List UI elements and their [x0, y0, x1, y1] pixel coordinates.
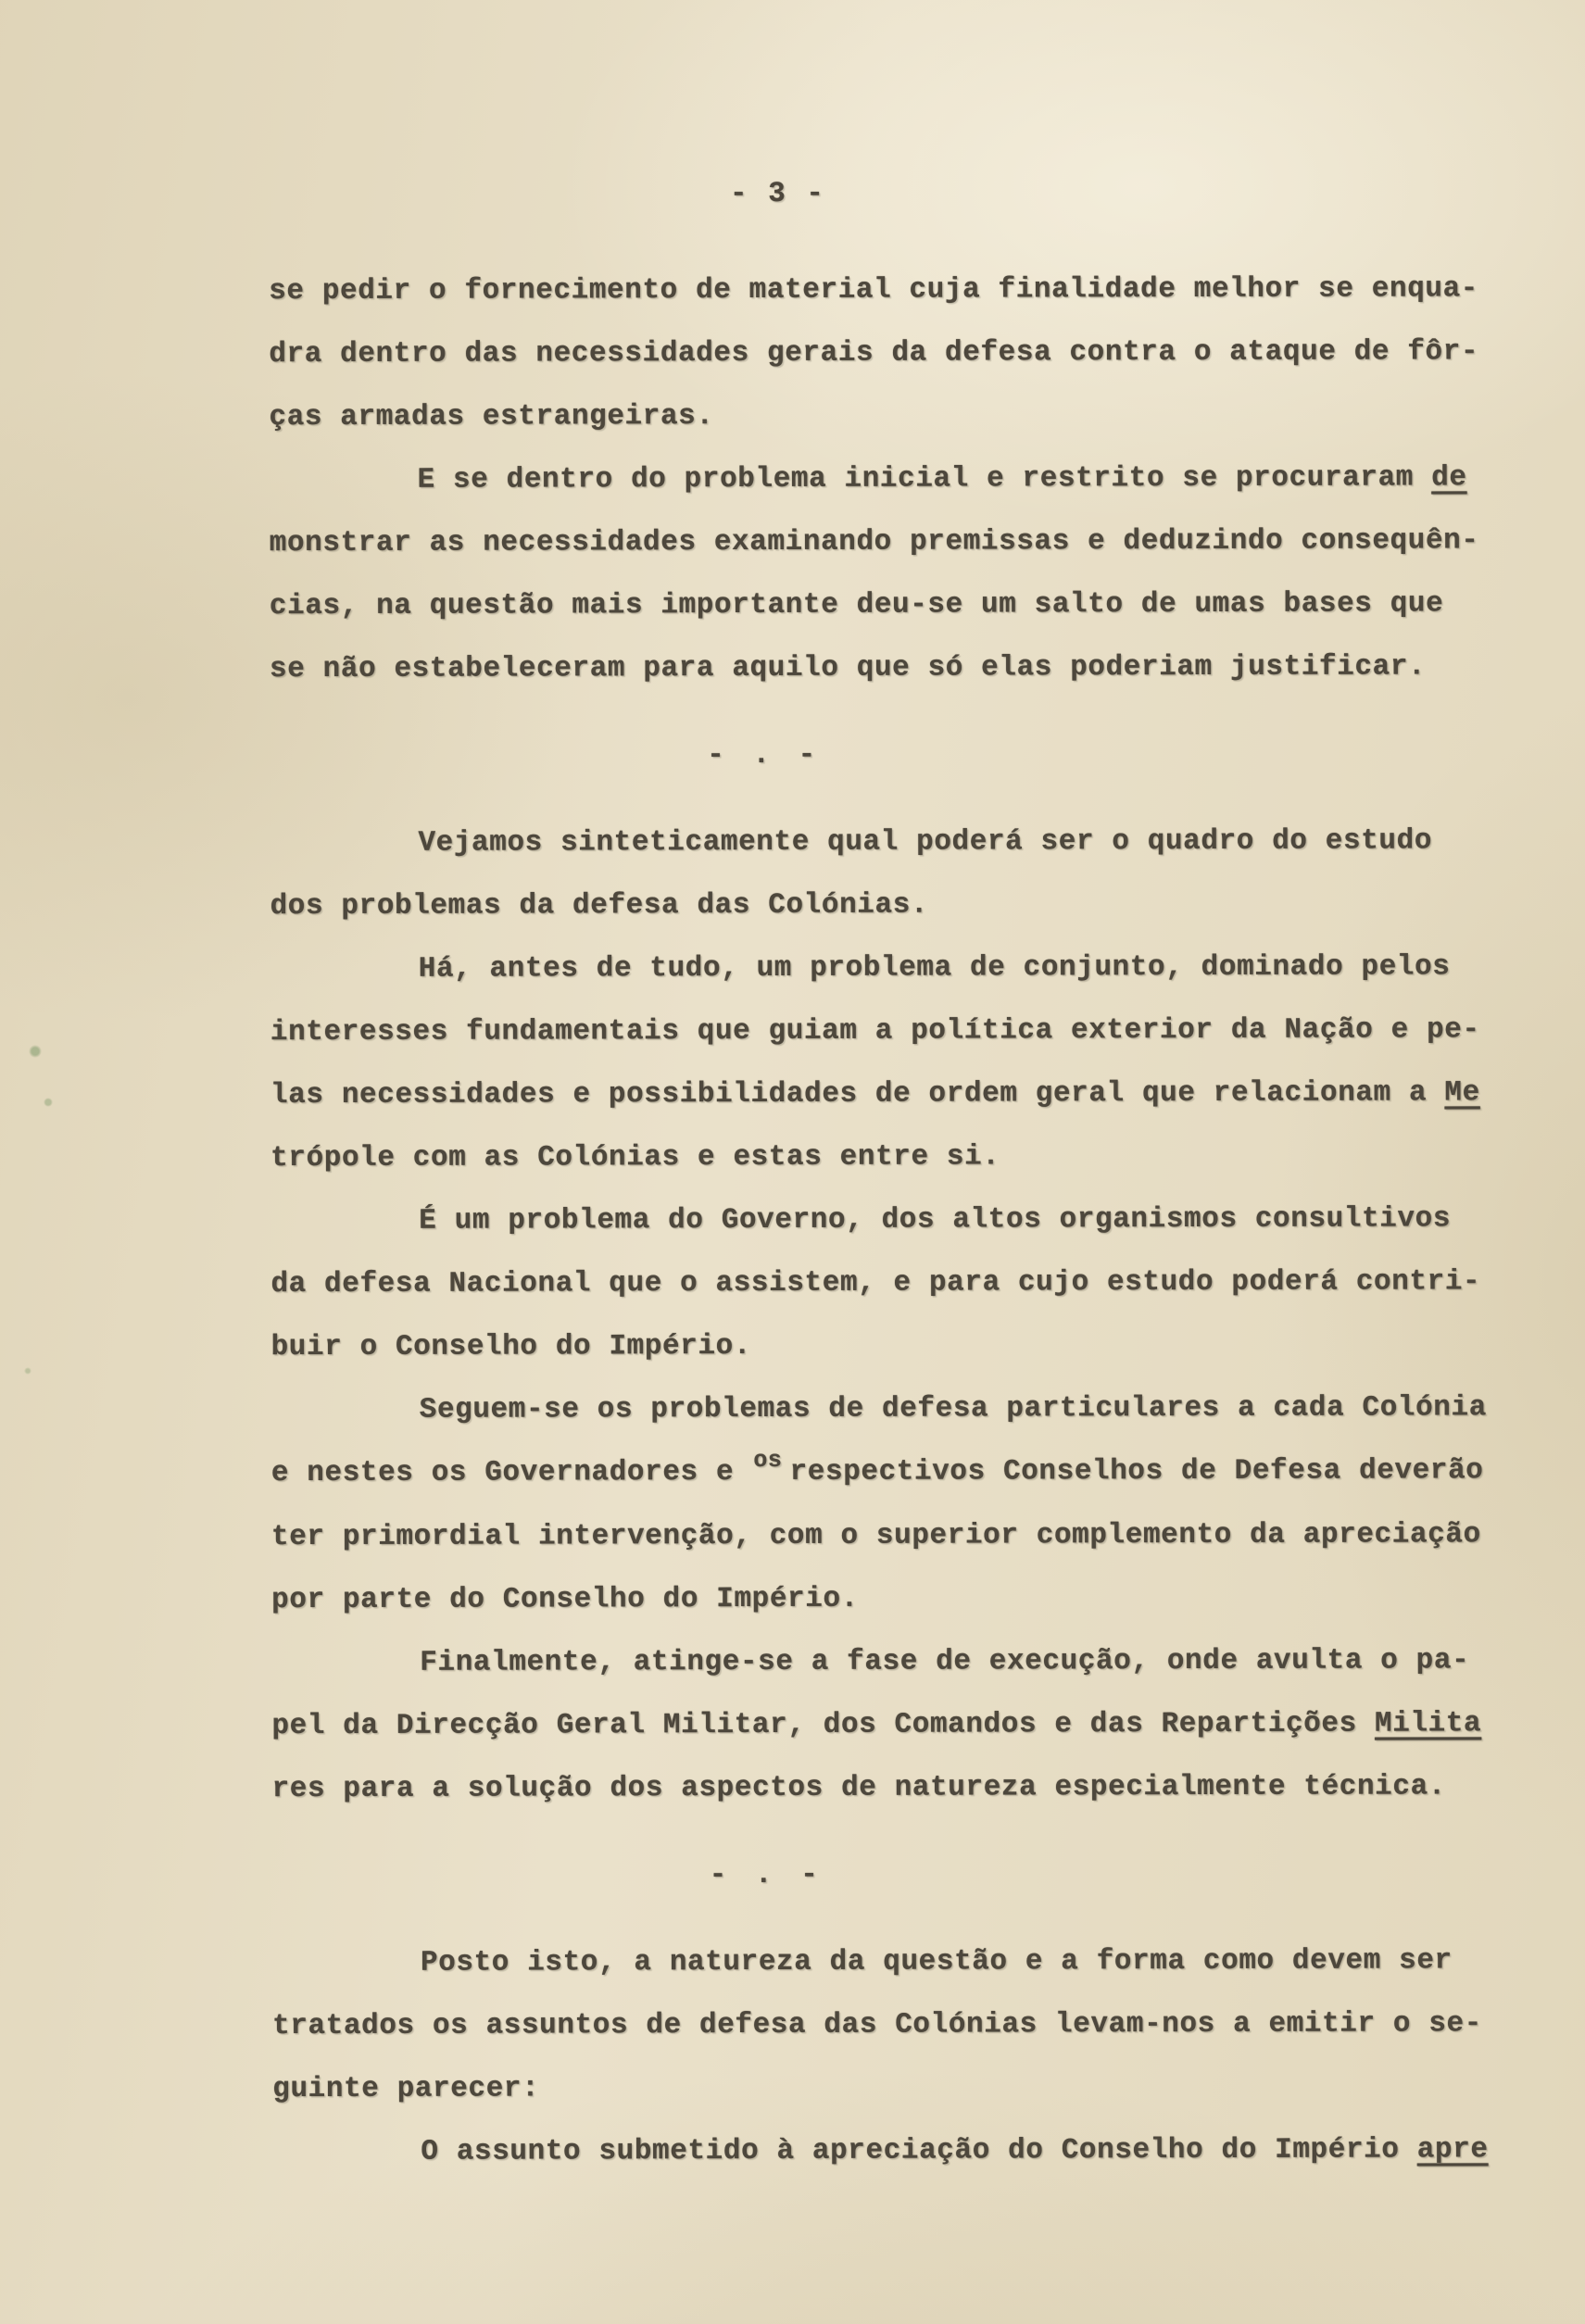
text-segment: apre: [1416, 2133, 1489, 2167]
page-number: - 3 -: [729, 177, 826, 211]
text-line: [272, 1929, 1518, 1995]
text-segment: E se dentro do problema inicial e restrito se procuraram: [417, 461, 1432, 496]
text-segment: buir o Conselho do Império.: [270, 1330, 752, 1364]
text-line: [270, 999, 1516, 1064]
text-segment: Vejamos sinteticamente qual poderá ser o quadro do estudo: [418, 824, 1433, 860]
text-segment: las necessidades e possibilidades de ordem geral que relacionam a: [270, 1076, 1445, 1112]
text-segment: dos problemas da defesa das Colónias.: [270, 888, 929, 923]
text-line: [271, 1503, 1517, 1569]
text-segment: Milita: [1374, 1707, 1482, 1740]
text-line: [270, 873, 1516, 938]
text-line: [269, 383, 1515, 449]
text-line: [271, 1692, 1517, 1758]
text-segment: Seguem-se os problemas de defesa particulares a cada Colónia: [419, 1391, 1487, 1426]
text-line: [271, 1566, 1517, 1632]
text-line: [270, 635, 1516, 701]
text-segment: guinte parecer:: [272, 2072, 540, 2106]
text-line: [269, 320, 1515, 386]
text-line: [270, 572, 1516, 638]
text-segment: respectivos Conselhos de Defesa deverão: [789, 1454, 1484, 1489]
text-segment: da defesa Nacional que o assistem, e para cujo estudo poderá contri-: [270, 1265, 1481, 1301]
text-line: [270, 936, 1516, 1001]
text-segment: pel da Direcção Geral Militar, dos Comandos e das Repartições: [271, 1707, 1376, 1743]
text-line: [270, 446, 1516, 512]
text-segment: Finalmente, atinge-se a fase de execução, onde avulta o pa-: [420, 1644, 1470, 1679]
text-segment: Me: [1444, 1076, 1480, 1110]
text-line: [270, 1250, 1516, 1316]
text-segment: se pedir o fornecimento de material cuja finalidade melhor se enqua-: [269, 272, 1479, 308]
text-segment: monstrar as necessidades examinando premissas e deduzindo consequên-: [269, 524, 1479, 560]
text-segment: É um problema do Governo, dos altos organismos consultivos: [419, 1202, 1452, 1237]
text-segment: ter primordial intervenção, com o superior complemento da apreciação: [270, 1518, 1481, 1554]
text-segment: por parte do Conselho do Império.: [271, 1582, 859, 1617]
document-body: [269, 258, 1518, 2184]
text-segment: se não estabeleceram para aquilo que só elas poderiam justificar.: [270, 650, 1427, 686]
text-segment: e nestes os Governadores e: [270, 1456, 752, 1490]
text-line: [270, 1124, 1516, 1190]
text-line: [272, 1755, 1518, 1821]
text-segment: interesses fundamentais que guiam a política exterior da Nação e pe-: [270, 1013, 1480, 1049]
text-segment: dra dentro das necessidades gerais da defesa contra o ataque de fôr-: [269, 335, 1479, 371]
text-line: [271, 1629, 1517, 1695]
text-segment: Posto isto, a natureza da questão e a forma como devem ser: [420, 1944, 1453, 1979]
section-separator: - . -: [709, 1858, 824, 1892]
text-segment: cias, na questão mais importante deu-se um salto de umas bases que: [269, 587, 1444, 623]
text-segment: O assunto submetido à apreciação do Conselho do Império: [421, 2133, 1417, 2168]
text-line: [269, 258, 1515, 323]
section-separator: - . -: [707, 738, 822, 773]
text-segment: res para a solução dos aspectos de natureza especialmente técnica.: [271, 1770, 1447, 1806]
text-line: [272, 2118, 1518, 2184]
text-line: [270, 810, 1516, 875]
text-segment: tratados os assuntos de defesa das Colónias levam-nos a emitir o se-: [272, 2007, 1482, 2043]
text-line: [270, 509, 1516, 575]
text-line: [271, 1313, 1517, 1379]
inserted-correction: os: [753, 1447, 783, 1475]
text-segment: ças armadas estrangeiras.: [269, 400, 714, 434]
text-segment: de: [1431, 461, 1467, 495]
text-line: [271, 1439, 1517, 1506]
text-line: [272, 1992, 1518, 2058]
text-line: [272, 2055, 1518, 2121]
text-line: [270, 1187, 1516, 1253]
text-line: [271, 1376, 1517, 1442]
text-segment: trópole com as Colónias e estas entre si.: [270, 1140, 1000, 1175]
text-segment: Há, antes de tudo, um problema de conjunto, dominado pelos: [418, 950, 1451, 986]
text-line: [270, 1062, 1516, 1127]
